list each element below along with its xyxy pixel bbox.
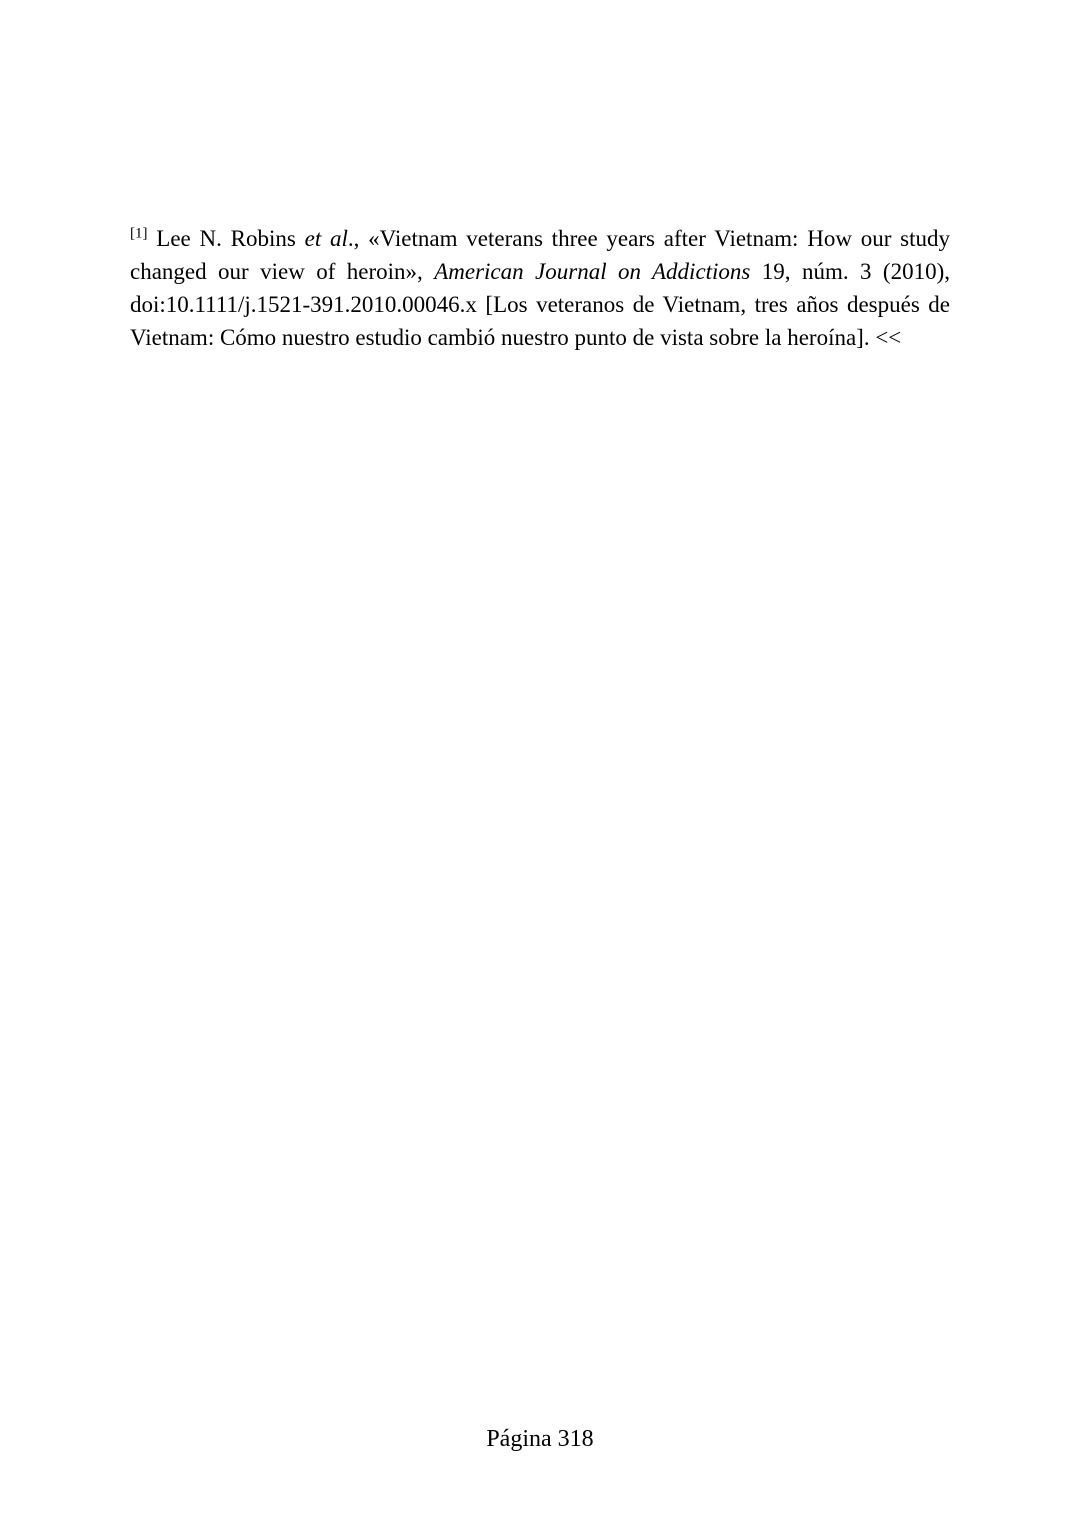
citation-title-text: ., «Vietnam veterans three years after Vietnam: How our study changed our view of heroin», (130, 226, 950, 284)
citation-etal-text: et al (304, 226, 348, 251)
citation-details-text: 19, núm. 3 (2010), doi:10.1111/j.1521-391.2010.00046.x [Los veteranos de Vietnam, tres años después de Vietnam: Cómo nuestro estudio cambió nuestro punto de vista sobre la heroína]. (130, 259, 950, 350)
back-reference-link[interactable]: << (875, 325, 902, 350)
footnote-citation (130, 222, 950, 354)
citation-author-text: Lee N. Robins (147, 226, 305, 251)
citation-journal-text: American Journal on Addictions (434, 259, 751, 284)
footnote-marker: [1] (130, 225, 148, 242)
page-number: Página 318 (486, 1426, 594, 1452)
